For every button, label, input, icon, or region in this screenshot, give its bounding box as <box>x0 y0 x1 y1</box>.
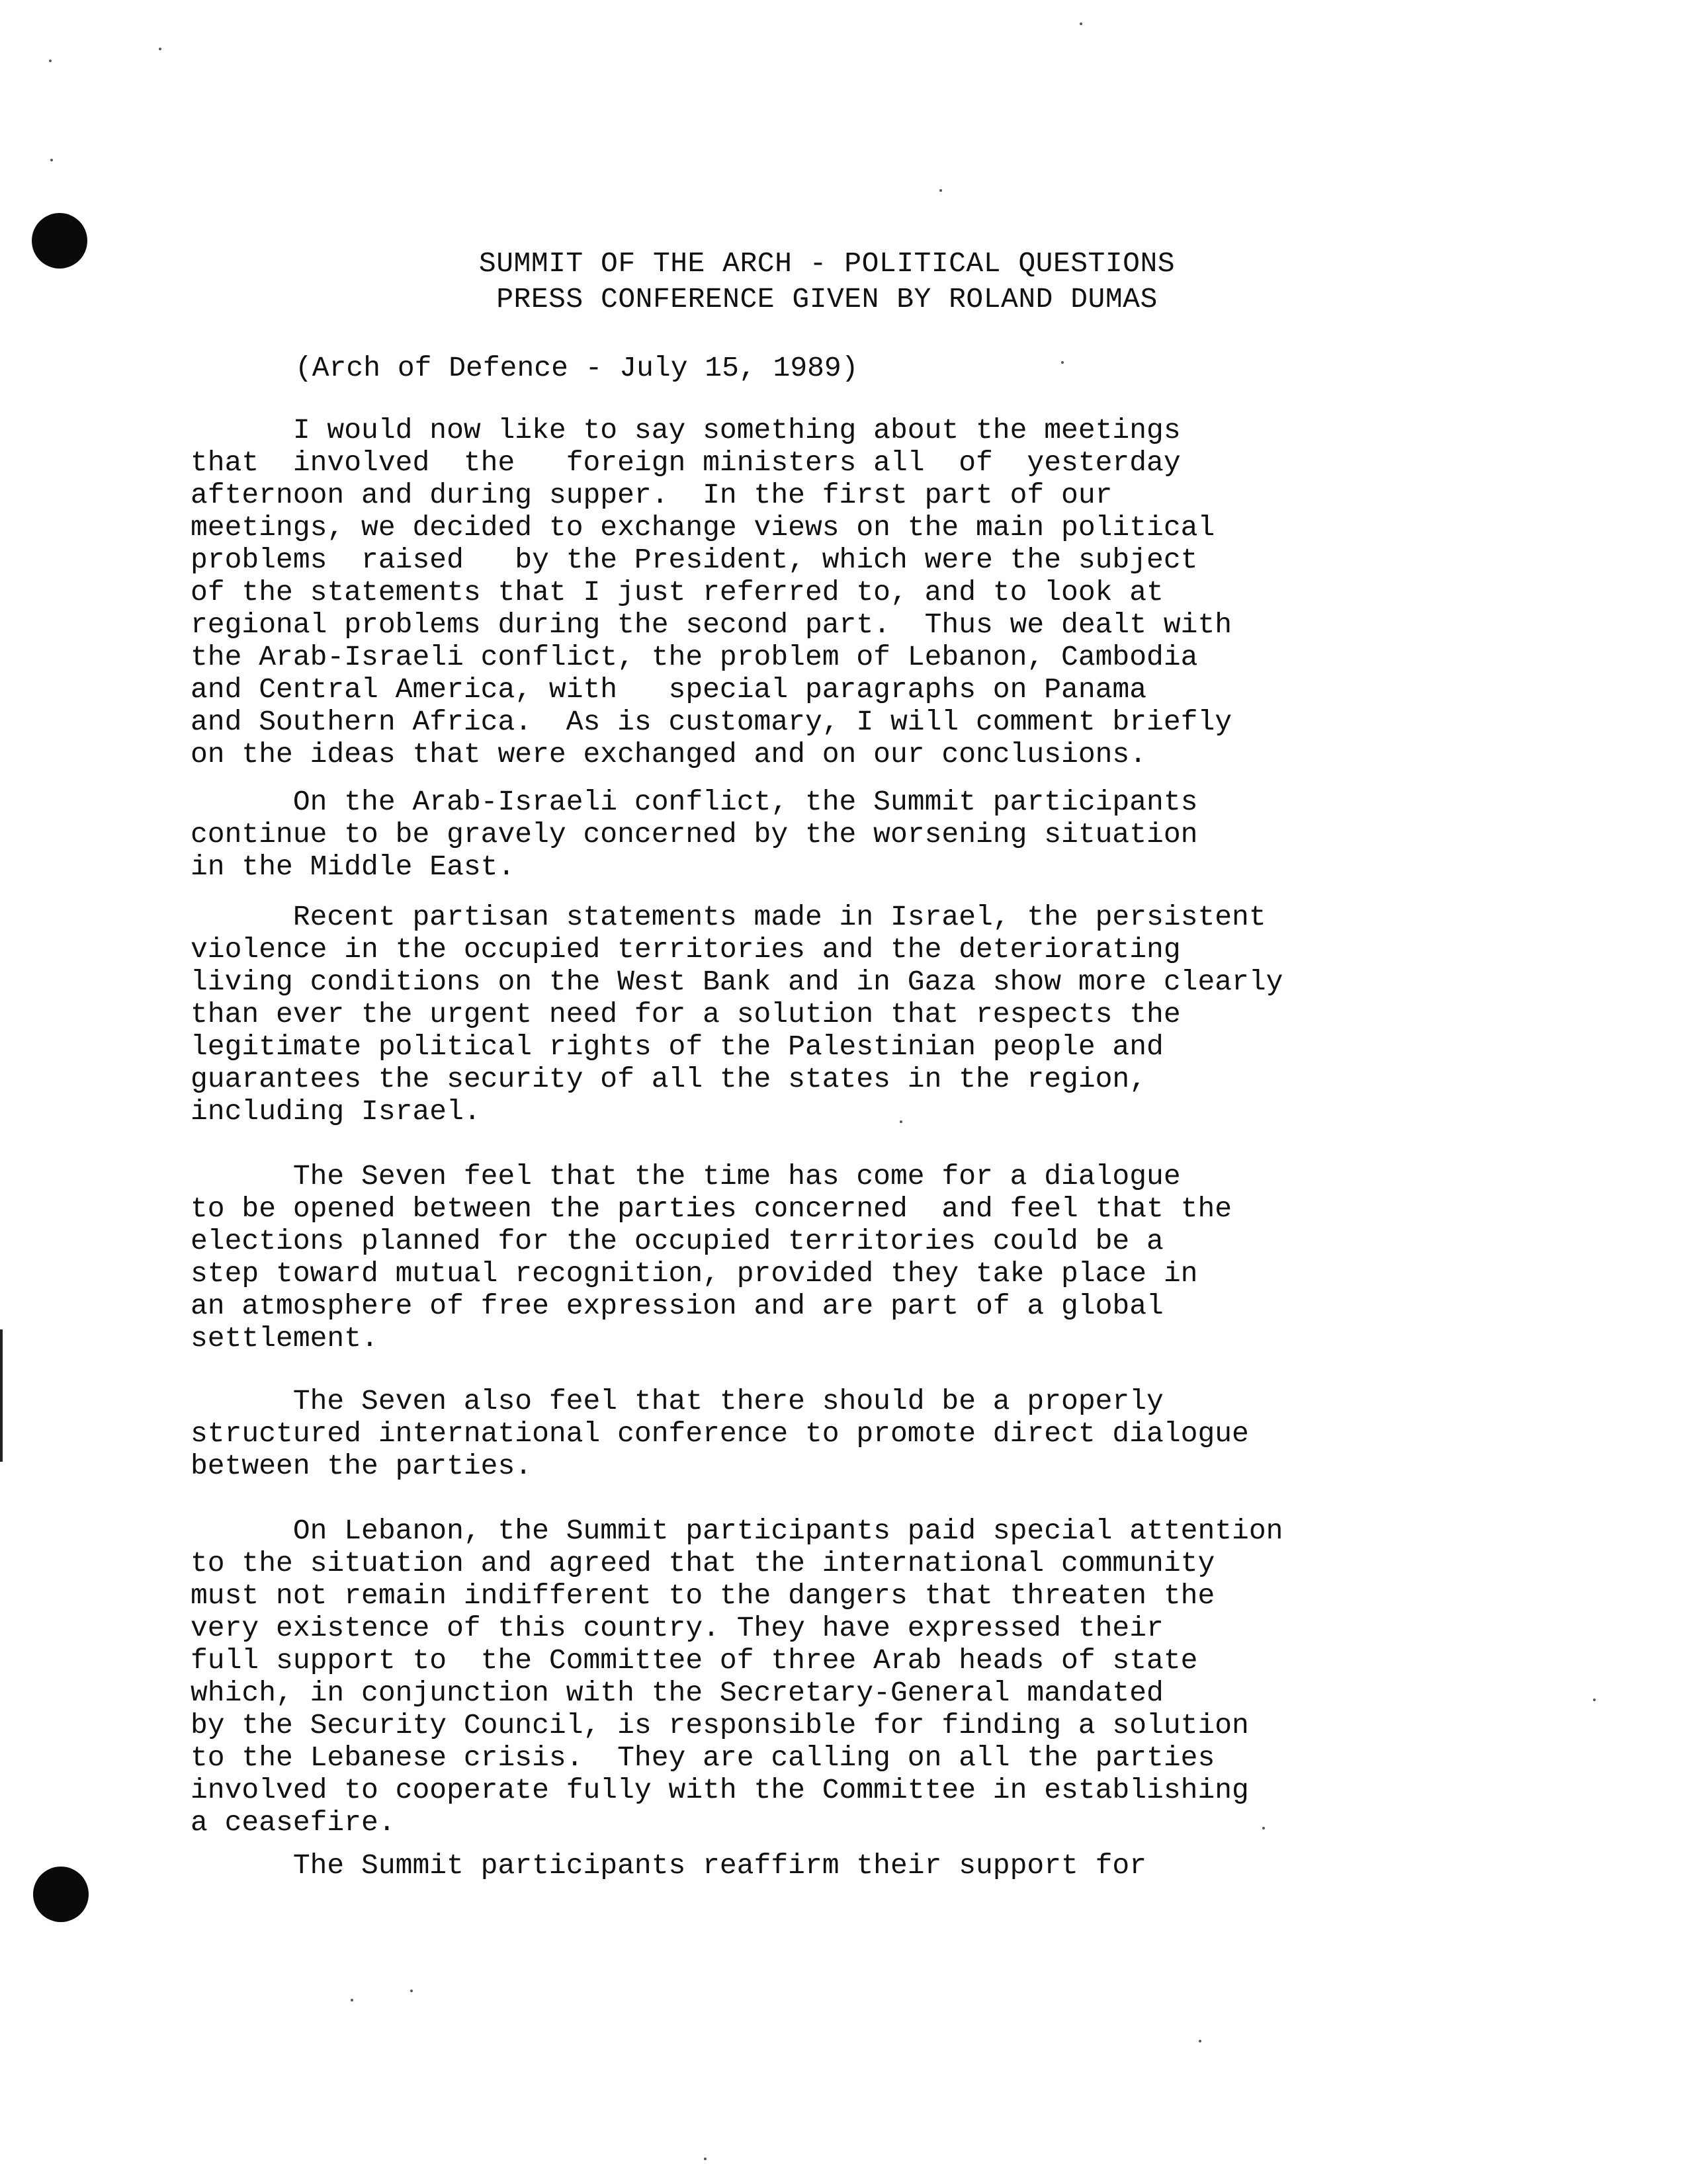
scan-speck <box>704 2158 707 2160</box>
paragraph-arab-israeli-concern: On the Arab-Israeli conflict, the Summit participants continue to be gravely concerned by the worsening situation in the Middle East. <box>191 786 1198 883</box>
scan-speck <box>351 1999 353 2001</box>
scan-speck <box>50 159 53 161</box>
scan-speck <box>49 60 52 62</box>
scan-speck <box>410 1990 413 1992</box>
dateline: (Arch of Defence - July 15, 1989) <box>295 352 859 384</box>
title-line-1: SUMMIT OF THE ARCH - POLITICAL QUESTIONS <box>478 247 1176 280</box>
scan-speck <box>1199 2040 1201 2042</box>
scan-speck <box>159 48 161 50</box>
scan-speck <box>1061 361 1064 364</box>
paragraph-partisan-statements: Recent partisan statements made in Israel, the persistent violence in the occupied territories and the deteriorating living conditions on the West Bank and in Gaza show more clearly than ever the urgent need for a solution that respects the legitimate political rights of the Palestinian people and guarantees the security of all the states in the region, including Israel. <box>191 901 1283 1128</box>
document-title <box>198 246 1455 317</box>
paragraph-seven-dialogue: The Seven feel that the time has come for a dialogue to be opened between the parties concerned and feel that the elections planned for the occupied territories could be a step toward mutual recognition, provided they take place in an atmosphere of free expression and are part of a global settlement. <box>191 1160 1232 1355</box>
paragraph-meetings-overview: I would now like to say something about the meetings that involved the foreign ministers all of yesterday afternoon and during supper. In the first part of our meetings, we decided to exchange views on the main political problems raised by the President, which were the subject of the statements that I just referred to, and to look at regional problems during the second part. Thus we dealt with the Arab-Israeli conflict, the problem of Lebanon, Cambodia and Central America, with special paragraphs on Panama and Southern Africa. As is customary, I will comment briefly on the ideas that were exchanged and on our conclusions. <box>191 414 1232 771</box>
scan-margin-mark <box>0 1329 3 1462</box>
paragraph-lebanon: On Lebanon, the Summit participants paid special attention to the situation and agreed that the international community must not remain indifferent to the dangers that threaten the very existence of this country. They have expressed their full support to the Committee of three Arab heads of state which, in conjunction with the Secretary-General mandated by the Security Council, is responsible for finding a solution to the Lebanese crisis. They are calling on all the parties involved to cooperate fully with the Committee in establishing a ceasefire. <box>191 1515 1283 1839</box>
scan-speck <box>939 189 942 192</box>
punch-hole-bottom <box>33 1867 89 1922</box>
punch-hole-top <box>32 213 87 269</box>
paragraph-reaffirm-support: The Summit participants reaffirm their support for <box>191 1849 1147 1882</box>
scan-speck <box>1080 22 1082 25</box>
paragraph-international-conference: The Seven also feel that there should be a properly structured international conference to promote direct dialogue between the parties. <box>191 1385 1249 1482</box>
title-line-2: PRESS CONFERENCE GIVEN BY ROLAND DUMAS <box>496 283 1158 315</box>
